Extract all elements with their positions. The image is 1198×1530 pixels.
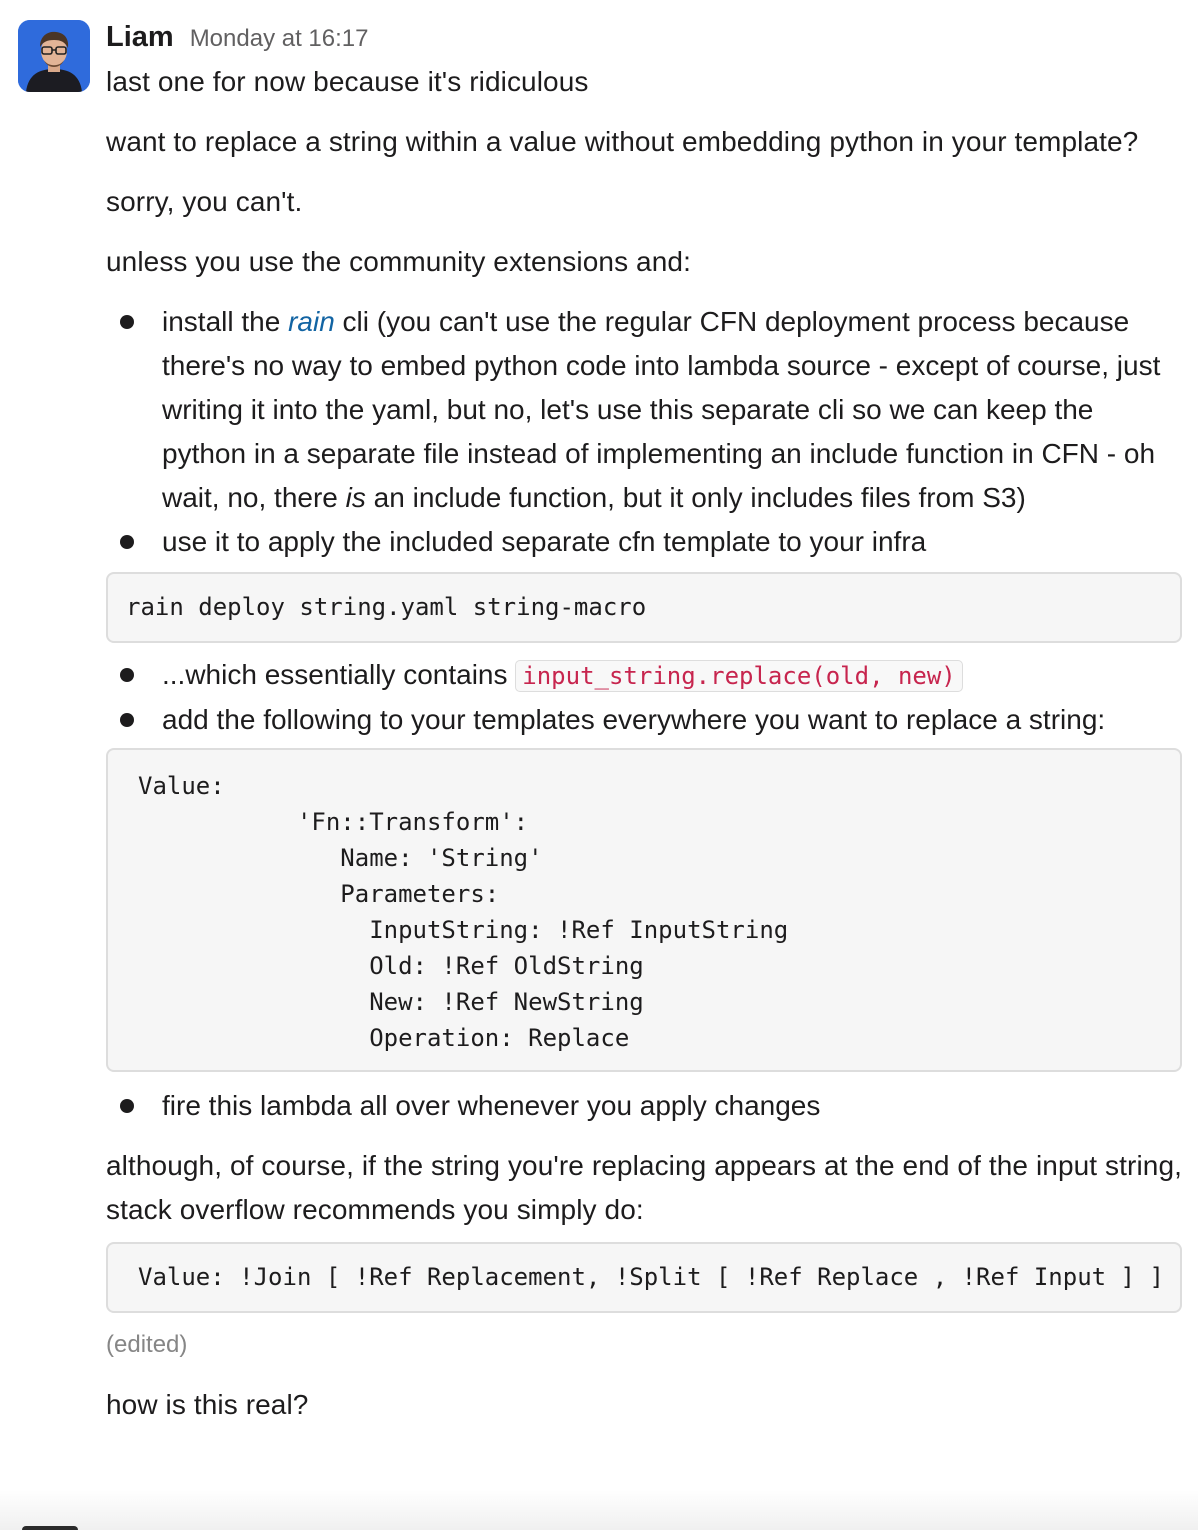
message-header [106, 14, 1182, 60]
bullet-dot [120, 1099, 134, 1113]
bullet-dot [120, 535, 134, 549]
author-name[interactable]: Liam [106, 21, 174, 53]
rain-link[interactable]: rain [288, 306, 335, 337]
bullet-dot [120, 713, 134, 727]
next-message-avatar-edge [22, 1526, 78, 1530]
bottom-fade [0, 1490, 1198, 1530]
code-block-transform[interactable]: Value: 'Fn::Transform': Name: 'String' Parameters: InputString: !Ref InputString Old: !Ref OldString New: !Ref NewString Operation: Replace [106, 748, 1182, 1072]
message-text-line-4: unless you use the community extensions and: [106, 246, 691, 277]
list-item [106, 520, 1182, 564]
code-block-join-split[interactable]: Value: !Join [ !Ref Replacement, !Split [ !Ref Replace , !Ref Input ] ] [106, 1242, 1182, 1313]
message-timestamp[interactable]: Monday at 16:17 [189, 25, 369, 52]
bullet-dot [120, 315, 134, 329]
bullet-list-3 [106, 1084, 1182, 1128]
bullet-text: fire this lambda all over whenever you apply changes [162, 1090, 821, 1121]
list-item [106, 653, 1182, 698]
list-item [106, 300, 1182, 520]
list-item [106, 1084, 1182, 1128]
message-text-line-1: last one for now because it's ridiculous [106, 66, 589, 97]
message-text-after: although, of course, if the string you're replacing appears at the end of the input string, stack overflow recommends you simply do: [106, 1150, 1182, 1225]
emphasis-text: is [345, 482, 366, 513]
bullet-text: add the following to your templates everywhere you want to replace a string: [162, 704, 1106, 735]
bullet-dot [120, 668, 134, 682]
avatar-image [18, 20, 90, 92]
edited-label: (edited) [106, 1331, 188, 1358]
bullet-list-1 [106, 300, 1182, 564]
code-block-rain-deploy[interactable]: rain deploy string.yaml string-macro [106, 572, 1182, 643]
bullet-text: use it to apply the included separate cfn template to your infra [162, 526, 927, 557]
bullet-list-2 [106, 653, 1182, 742]
message-text-line-3: sorry, you can't. [106, 186, 303, 217]
inline-code[interactable]: input_string.replace(old, new) [515, 660, 962, 692]
bullet-text: cli (you can't use the regular CFN deployment process because there's no way to embed python code into lambda source - except of course, just writing it into the yaml, but no, let's use this separate cli so we can keep the python in a separate file instead of implementing an include function in CFN - oh wait, no, there [162, 306, 1161, 513]
bullet-text: an include function, but it only includes files from S3) [365, 482, 1026, 513]
followup-message: how is this real? [106, 1389, 309, 1420]
message-text-line-2: want to replace a string within a value without embedding python in your template? [106, 126, 1139, 157]
message-content [106, 14, 1182, 1427]
bullet-text: ...which essentially contains [162, 659, 516, 690]
list-item [106, 698, 1182, 742]
bullet-text: install the [162, 306, 289, 337]
user-avatar-icon[interactable] [18, 20, 90, 92]
